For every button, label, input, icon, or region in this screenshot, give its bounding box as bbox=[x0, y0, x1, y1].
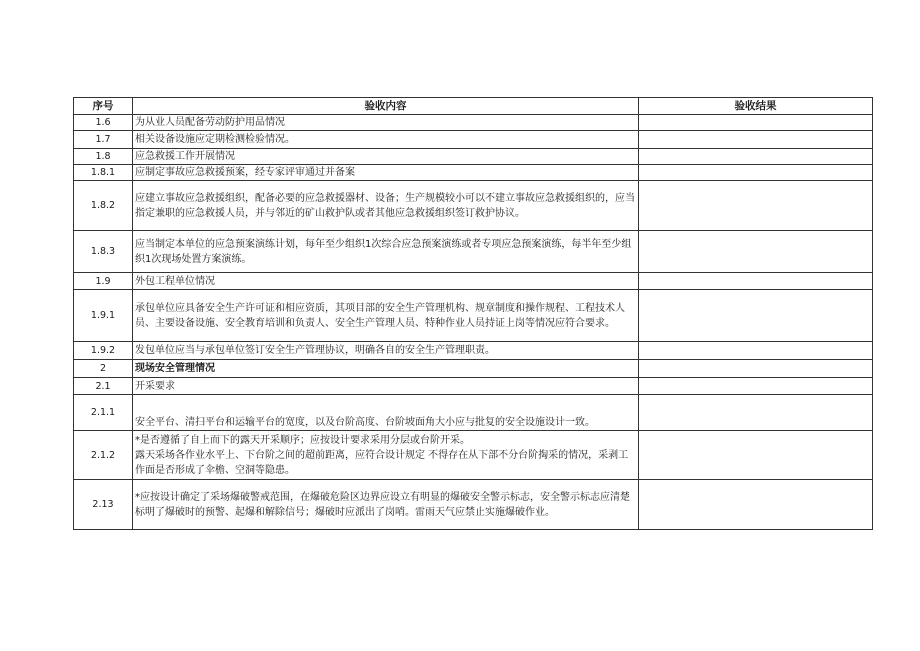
row-content: 应建立事故应急救援组织，配备必要的应急救援器材、设备；生产规模较小可以不建立事故应急救援组织的，应当指定兼职的应急救援人员，并与邻近的矿山救护队或者其他应急救援组织签订救护协议。 bbox=[133, 181, 639, 231]
row-result bbox=[639, 395, 873, 431]
row-content-line: *是否遵循了自上而下的露天开采顺序；应按设计要求采用分层或台阶开采。 bbox=[135, 434, 470, 446]
row-content: 为从业人员配备劳动防护用品情况 bbox=[133, 115, 639, 131]
row-content: 相关设备设施应定期检测检验情况。 bbox=[133, 131, 639, 149]
row-num: 2 bbox=[74, 360, 133, 378]
row-num: 2.1.1 bbox=[74, 395, 133, 431]
table-row bbox=[74, 181, 873, 231]
row-num: 1.8 bbox=[74, 149, 133, 165]
table-header-row bbox=[74, 98, 873, 115]
row-result bbox=[639, 231, 873, 273]
row-content: 应急救援工作开展情况 bbox=[133, 149, 639, 165]
row-content-line: 露天采场各作业水平上、下台阶之间的超前距离，应符合设计规定 不得存在从下部不分台阶掏采的情况，采剥工作面是否形成了伞檐、空洞等隐患。 bbox=[135, 449, 629, 476]
row-result bbox=[639, 181, 873, 231]
row-num: 1.8.3 bbox=[74, 231, 133, 273]
table-row bbox=[74, 480, 873, 530]
table-row bbox=[74, 131, 873, 149]
table-row bbox=[74, 273, 873, 290]
table-row bbox=[74, 231, 873, 273]
row-num: 1.7 bbox=[74, 131, 133, 149]
row-result bbox=[639, 149, 873, 165]
header-num: 序号 bbox=[74, 98, 133, 115]
row-content: 应制定事故应急救援预案，经专家评审通过并备案 bbox=[133, 165, 639, 181]
row-num: 1.6 bbox=[74, 115, 133, 131]
row-num: 1.9 bbox=[74, 273, 133, 290]
acceptance-table bbox=[73, 97, 873, 530]
row-result bbox=[639, 165, 873, 181]
row-result bbox=[639, 431, 873, 480]
row-result bbox=[639, 360, 873, 378]
row-num: 1.8.1 bbox=[74, 165, 133, 181]
row-num: 1.9.1 bbox=[74, 290, 133, 342]
header-content: 验收内容 bbox=[133, 98, 639, 115]
row-result bbox=[639, 342, 873, 360]
table-row bbox=[74, 115, 873, 131]
table-row bbox=[74, 342, 873, 360]
row-result bbox=[639, 378, 873, 395]
row-result bbox=[639, 480, 873, 530]
row-content: 承包单位应具备安全生产许可证和相应资质，其项目部的安全生产管理机构、规章制度和操作规程、工程技术人员、主要设备设施、安全教育培训和负责人、安全生产管理人员、特种作业人员持证上岗等情况应符合要求。 bbox=[133, 290, 639, 342]
row-content: *应按设计确定了采场爆破警戒范围，在爆破危险区边界应设立有明显的爆破安全警示标志，安全警示标志应清楚标明了爆破时的预警、起爆和解除信号；爆破时应派出了岗哨。雷雨天气应禁止实施爆破作业。 bbox=[133, 480, 639, 530]
row-result bbox=[639, 131, 873, 149]
row-content: 现场安全管理情况 bbox=[133, 360, 639, 378]
row-result bbox=[639, 290, 873, 342]
row-result bbox=[639, 273, 873, 290]
row-num: 2.1 bbox=[74, 378, 133, 395]
table-row bbox=[74, 149, 873, 165]
row-num: 1.9.2 bbox=[74, 342, 133, 360]
table-row bbox=[74, 165, 873, 181]
row-content: 应当制定本单位的应急预案演练计划，每年至少组织1次综合应急预案演练或者专项应急预案演练，每半年至少组织1次现场处置方案演练。 bbox=[133, 231, 639, 273]
row-content: 开采要求 bbox=[133, 378, 639, 395]
row-num: 2.1.2 bbox=[74, 431, 133, 480]
row-content: 外包工程单位情况 bbox=[133, 273, 639, 290]
row-num: 2.13 bbox=[74, 480, 133, 530]
table-row bbox=[74, 290, 873, 342]
header-result: 验收结果 bbox=[639, 98, 873, 115]
table-row bbox=[74, 360, 873, 378]
row-result bbox=[639, 115, 873, 131]
table-row bbox=[74, 378, 873, 395]
table-row bbox=[74, 395, 873, 431]
row-content bbox=[133, 431, 639, 480]
row-num: 1.8.2 bbox=[74, 181, 133, 231]
row-content: 安全平台、清扫平台和运输平台的宽度，以及台阶高度、台阶坡面角大小应与批复的安全设施设计一致。 bbox=[133, 395, 639, 431]
row-content: 发包单位应当与承包单位签订安全生产管理协议，明确各自的安全生产管理职责。 bbox=[133, 342, 639, 360]
table-row bbox=[74, 431, 873, 480]
